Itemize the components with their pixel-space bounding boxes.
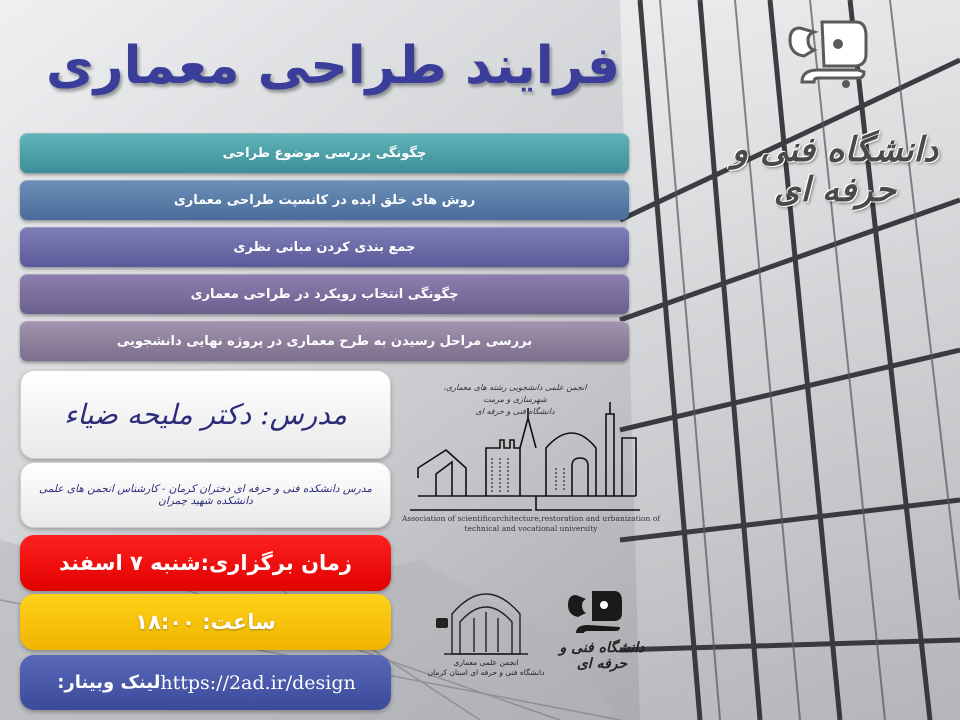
topic-item: روش های خلق ایده در کانسپت طراحی معماری xyxy=(20,180,629,220)
webinar-link[interactable] xyxy=(20,655,391,710)
kerman-association-name xyxy=(422,658,550,688)
association-line1: انجمن علمی دانشجویی رشته های معماری، شهرسازی و مرمت xyxy=(443,383,587,404)
webinar-label: لینک وبینار: xyxy=(57,672,161,693)
association-name-en: Association of scientificarchitecture,restoration and urbanization of technical and vocational university xyxy=(401,514,661,533)
kerman-association-line2: دانشگاه فنی و حرفه ای استان کرمان xyxy=(427,668,545,677)
event-time: ساعت: ۱۸:۰۰ xyxy=(20,594,391,650)
association-name-fa xyxy=(430,382,600,422)
university-name: دانشگاه فنی و حرفه ای xyxy=(731,130,939,210)
instructor-description: مدرس دانشکده فنی و حرفه ای دختران کرمان - کارشناس انجمن های علمی دانشکده شهید چمران xyxy=(20,462,391,528)
webinar-url[interactable]: https://2ad.ir/design xyxy=(160,671,356,694)
topic-item: چگونگی بررسی موضوع طراحی xyxy=(20,133,629,173)
university-name-small: دانشگاه فنی و حرفه ای xyxy=(559,640,645,672)
page-title: فرایند طراحی معماری xyxy=(46,36,620,96)
topic-item: جمع بندی کردن مبانی نظری xyxy=(20,227,629,267)
association-line2: دانشگاه فنی و حرفه ای xyxy=(475,407,555,416)
instructor-name: مدرس: دکتر ملیحه ضیاء xyxy=(20,370,391,459)
topic-item: بررسی مراحل رسیدن به طرح معماری در پروژه نهایی دانشجویی xyxy=(20,321,629,361)
kerman-association-line1: انجمن علمی معماری xyxy=(453,658,519,667)
topic-item: چگونگی انتخاب رویکرد در طراحی معماری xyxy=(20,274,629,314)
event-date: زمان برگزاری:شنبه ۷ اسفند xyxy=(20,535,391,591)
